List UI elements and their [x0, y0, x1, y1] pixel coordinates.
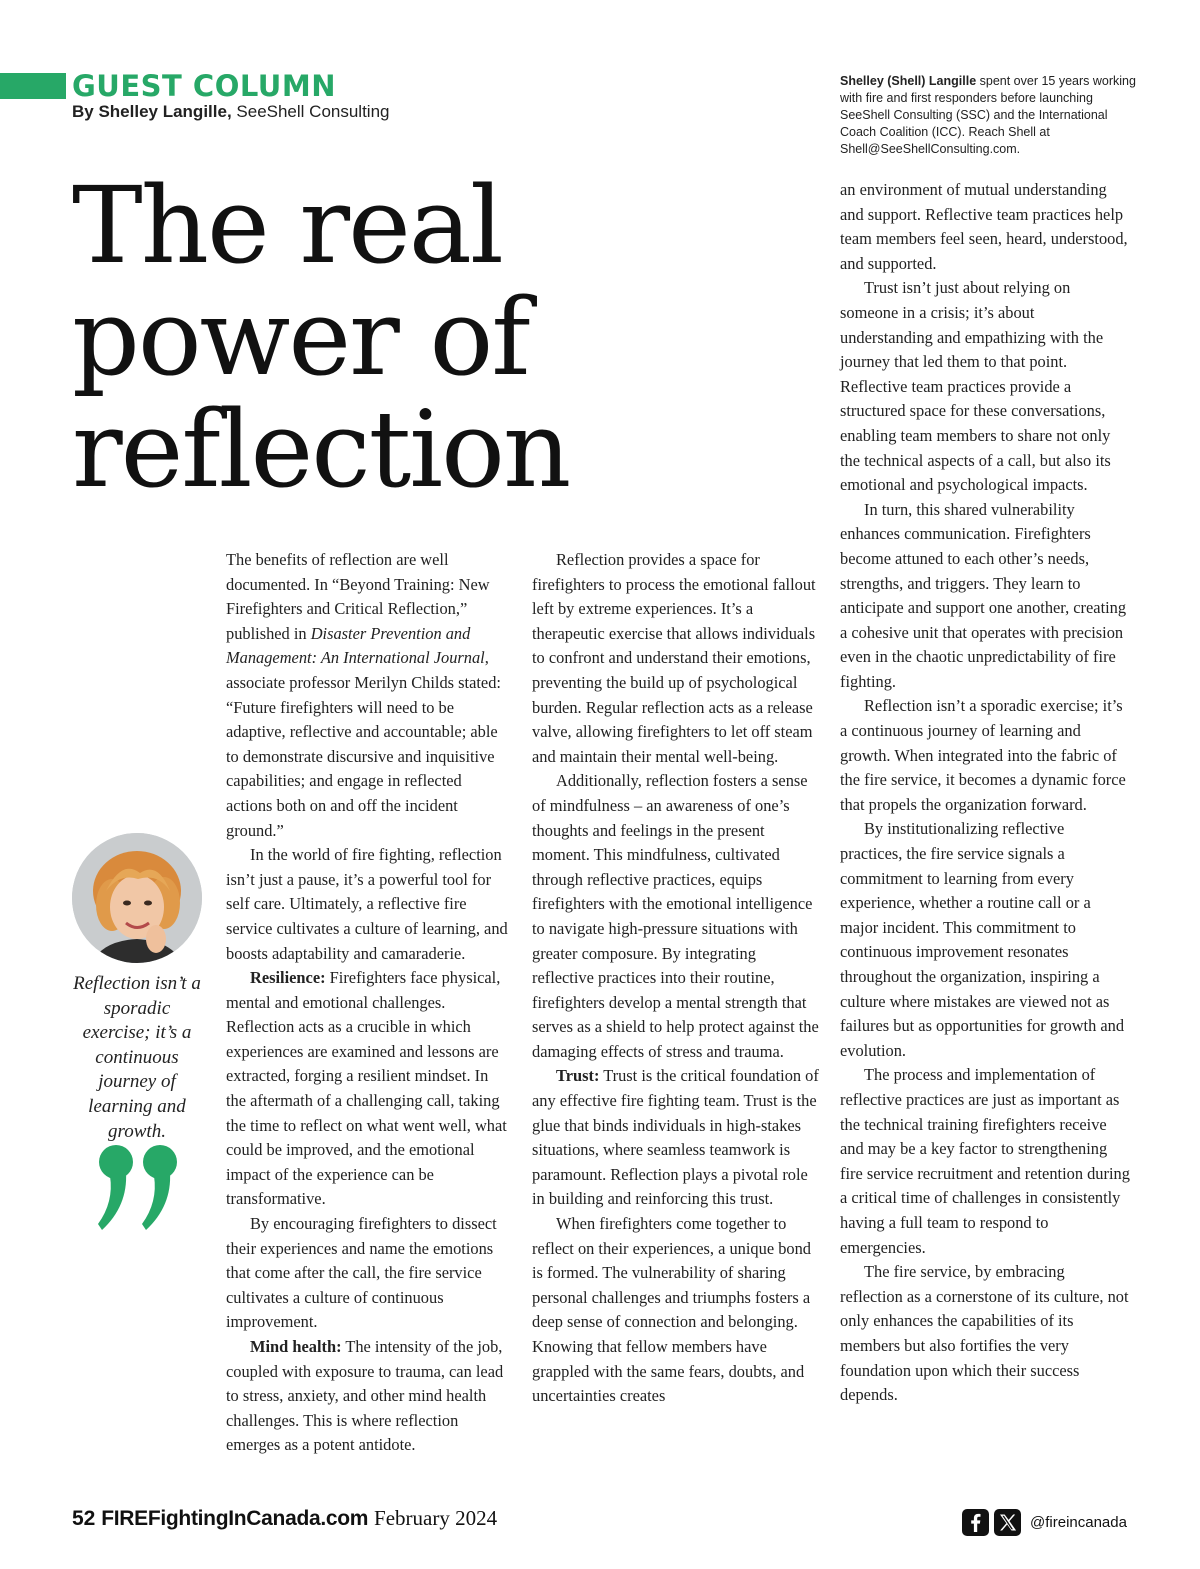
paragraph: Trust isn’t just about relying on someone in a crisis; it’s about understanding and empathizing with the journey that led them to that point. Reflective team practices provide a structured space for these conversations, enabling team members to share not only the technical aspects of a call, but also its emotional and psychological impacts.	[840, 278, 1111, 495]
paragraph: an environment of mutual understanding and support. Reflective team practices help team members feel seen, heard, understood, and supported.	[840, 180, 1128, 273]
page-number: 52	[72, 1507, 96, 1530]
author-avatar	[72, 833, 202, 963]
paragraph: Reflection provides a space for firefighters to process the emotional fallout left by extreme experiences. It’s a therapeutic exercise that allows individuals to confront and understand their emotions, preventing the build up of psychological burden. Regular reflection acts as a release valve, allowing firefighters to let off steam and maintain their mental well-being.	[532, 550, 816, 766]
paragraph: The benefits of reflection are well documented. In “Beyond Training: New Firefighters and Critical Reflection,” published in Disaster Prevention and Management: An International Journal, associate professor Merilyn Childs stated: “Future firefighters will need to be adaptive, reflective and accountable; able to demonstrate discursive and inquisitive capabilities; and engage in reflected actions both on and off the incident ground.”	[226, 550, 501, 840]
byline-author: By Shelley Langille,	[72, 102, 232, 121]
headline-line: power of	[72, 276, 529, 399]
paragraph: Resilience: Firefighters face physical, mental and emotional challenges. Reflection acts as a crucible in which experiences are examined and lessons are extracted, forging a resilient mindset. In the aftermath of a challenging call, taking the time to reflect on what went well, what could be improved, and the emotional impact of the experience can be transformative.	[226, 968, 507, 1209]
author-bio-name: Shelley (Shell) Langille	[840, 74, 977, 88]
publication-site: FIREFightingInCanada.com	[101, 1507, 369, 1530]
section-accent-bar	[0, 73, 66, 99]
social-handle[interactable]: @fireincanada	[1030, 1513, 1127, 1531]
pull-quote: Reflection isn’t a sporadic exercise; it’s a continuous journey of learning and growth.	[73, 973, 201, 1142]
byline	[72, 101, 390, 123]
author-bio-text: spent over 15 years working with fire and first responders before launching SeeShell Consulting (SSC) and the International Coach Coalition (ICC). Reach Shell at Shell@SeeShellConsulting.com.	[840, 74, 1136, 156]
paragraph: In turn, this shared vulnerability enhances communication. Firefighters become attuned to each other’s needs, strengths, and triggers. They learn to anticipate and support one another, creating a cohesive unit that operates with precision even in the chaotic unpredictability of fire fighting.	[840, 499, 1127, 691]
article-column-2	[532, 548, 820, 1409]
paragraph: Mind health: The intensity of the job, coupled with exposure to trauma, can lead to stress, anxiety, and other mind health challenges. This is where reflection emerges as a potent antidote.	[226, 1337, 504, 1455]
headline-line: reflection	[72, 388, 570, 511]
closing-quote-icon	[96, 1140, 186, 1240]
paragraph: By encouraging firefighters to dissect their experiences and name the emotions that come after the call, the fire service cultivates a culture of continuous improvement.	[226, 1214, 497, 1332]
article-column-1	[226, 548, 510, 1458]
paragraph: In the world of fire fighting, reflection isn’t just a pause, it’s a powerful tool for self care. Ultimately, a reflective fire service cultivates a culture of learning, and boosts adaptability and camaraderie.	[226, 845, 508, 963]
section-label: GUEST COLUMN	[72, 69, 336, 103]
headline-line: The real	[72, 164, 502, 287]
x-icon[interactable]	[994, 1509, 1021, 1536]
paragraph: Trust: Trust is the critical foundation of any effective fire fighting team. Trust is the glue that binds individuals in high-stakes situations, where seamless teamwork is paramount. Reflection plays a pivotal role in building and reinforcing this trust.	[532, 1066, 819, 1209]
paragraph: By institutionalizing reflective practices, the fire service signals a commitment to learning from every experience, whether a routine call or a major incident. This commitment to continuous improvement resonates throughout the organization, inspiring a culture where mistakes are viewed not as failures but as opportunities for growth and evolution.	[840, 819, 1125, 1060]
page-footer	[72, 1503, 497, 1534]
journal-title: Disaster Prevention and Management: An International Journal	[226, 623, 485, 668]
paragraph: The process and implementation of reflective practices are just as important as the technical training firefighters receive and may be a key factor to strengthening fire service recruitment and retention during a critical time of challenges in consistently having a full team to respond to emergencies.	[840, 1065, 1130, 1257]
byline-organization: SeeShell Consulting	[231, 102, 390, 121]
social-links	[962, 1507, 1127, 1537]
subhead-trust: Trust:	[556, 1066, 600, 1086]
subhead-mind-health: Mind health:	[250, 1337, 342, 1356]
paragraph: The fire service, by embracing reflection as a cornerstone of its culture, not only enhances the capabilities of its members but also fortifies the very foundation upon which their success depends.	[840, 1262, 1129, 1405]
paragraph: When firefighters come together to reflect on their experiences, a unique bond is formed. The vulnerability of sharing personal challenges and triumphs fosters a deep sense of connection and belonging. Knowing that fellow members have grappled with the same fears, doubts, and uncertainties creates	[532, 1214, 811, 1406]
article-column-3	[840, 178, 1130, 1408]
paragraph: Reflection isn’t a sporadic exercise; it’s a continuous journey of learning and growth. When integrated into the fabric of the fire service, it becomes a dynamic force that propels the organization forward.	[840, 696, 1126, 814]
article-headline	[72, 164, 570, 511]
subhead-resilience: Resilience:	[250, 968, 326, 988]
paragraph: Additionally, reflection fosters a sense of mindfulness – an awareness of one’s thoughts and feelings in the present moment. This mindfulness, cultivated through reflective practices, equips firefighters with the emotional intelligence to navigate high-pressure situations with greater composure. By integrating reflective practices into their routine, firefighters develop a mental strength that serves as a shield to help protect against the damaging effects of stress and trauma.	[532, 771, 819, 1061]
author-bio	[840, 73, 1140, 158]
issue-date: February 2024	[374, 1506, 498, 1530]
author-portrait-icon	[72, 833, 202, 963]
facebook-icon[interactable]	[962, 1509, 989, 1536]
